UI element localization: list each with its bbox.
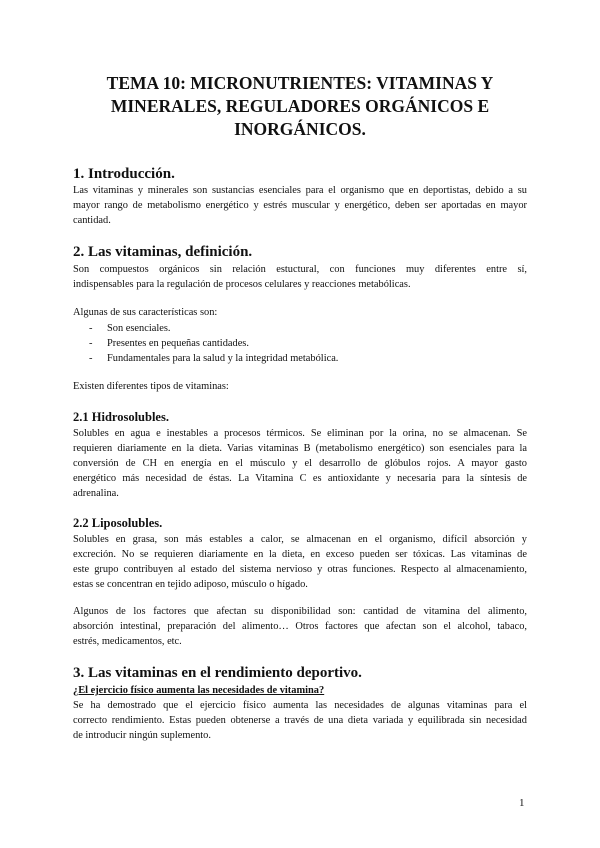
title-line: INORGÁNICOS. (234, 119, 366, 139)
list-item (73, 336, 338, 351)
paragraph-line: Algunos de los factores que afectan su disponibilidad son: cantidad de vitamina del alimento, (73, 606, 527, 617)
paragraph-line: Solubles en grasa, son más estables a calor, se almacenan en el organismo, difícil absorción y (73, 534, 527, 545)
paragraph-line: Solubles en agua e inestables a procesos térmicos. Se eliminan por la orina, no se almacenan. Se (73, 428, 527, 439)
paragraph-line: energético más necesidad de éstas. La Vitamina C es antioxidante y necesaria para la síntesis de (73, 473, 527, 484)
title-line: MINERALES, REGULADORES ORGÁNICOS E (110, 96, 490, 116)
factores-paragraph (73, 604, 527, 649)
paragraph-line: mayor rango de metabolismo energético y estrés muscular y energético, deben ser aportadas en mayor (73, 200, 527, 211)
paragraph-line: estrés, medicamentos, etc. (73, 636, 182, 647)
paragraph-line: de introducir ningún suplemento. (73, 730, 211, 741)
dash-bullet: - (89, 323, 93, 334)
tipos-intro: Existen diferentes tipos de vitaminas: (73, 381, 229, 392)
liposolubles-paragraph (73, 532, 527, 592)
list-item-text: Presentes en pequeñas cantidades. (107, 338, 249, 349)
list-item-text: Fundamentales para la salud y la integridad metabólica. (107, 353, 339, 364)
paragraph-line: cantidad. (73, 215, 111, 226)
subsection-heading-hidrosolubles: 2.1 Hidrosolubles. (73, 410, 169, 424)
list-item-text: Son esenciales. (107, 323, 171, 334)
rendimiento-paragraph (73, 698, 527, 743)
list-item (73, 351, 338, 366)
title-line: TEMA 10: MICRONUTRIENTES: VITAMINAS Y (106, 73, 494, 93)
caracteristicas-list (73, 321, 338, 366)
list-item (73, 321, 338, 336)
section-heading-vitaminas: 2. Las vitaminas, definición. (73, 244, 253, 260)
paragraph-line: este grupo contribuyen al estado del sistema nervioso y otras funciones. Respecto al almacenamiento, (73, 564, 527, 575)
paragraph-line: requieren diariamente en la dieta. Varias vitaminas B (metabolismo energético) son esenciales para la (73, 443, 527, 454)
section-heading-rendimiento: 3. Las vitaminas en el rendimiento deportivo. (73, 665, 362, 681)
paragraph-line: Las vitaminas y minerales son sustancias esenciales para el organismo que en deportistas, debido a su (73, 185, 527, 196)
paragraph-line: excreción. No se requieren diariamente en la dieta, en exceso pueden ser tóxicas. Las vitaminas de (73, 549, 527, 560)
paragraph-line: indispensables para la regulación de procesos celulares y reacciones metabólicas. (73, 279, 411, 290)
subsection-heading-liposolubles: 2.2 Liposolubles. (73, 516, 163, 530)
paragraph-line: absorción intestinal, preparación del alimento… Otros factores que afectan son el alcohol, tabaco, (73, 621, 527, 632)
paragraph-line: estas se concentran en tejido adiposo, músculo o hígado. (73, 579, 308, 590)
paragraph-line: correcto rendimiento. Estas pueden obtenerse a través de una dieta variada y equilibrada sin necesidad (73, 715, 527, 726)
intro-paragraph (73, 183, 527, 228)
page-number: 1 (519, 797, 525, 809)
paragraph-line: Se ha demostrado que el ejercicio físico aumenta las necesidades de algunas vitaminas para el (73, 700, 527, 711)
question-heading: ¿El ejercicio físico aumenta las necesidades de vitamina? (73, 685, 325, 696)
page-title (60, 72, 540, 141)
section-heading-introduccion: 1. Introducción. (73, 166, 175, 182)
vitaminas-definition (73, 262, 527, 292)
hidrosolubles-paragraph (73, 426, 527, 501)
paragraph-line: conversión de CH en energía en el músculo y el desarrollo de glóbulos rojos. A mayor gasto (73, 458, 527, 469)
paragraph-line: Son compuestos orgánicos sin relación estuctural, con funciones muy diferentes entre sí, (73, 264, 527, 275)
dash-bullet: - (89, 338, 93, 349)
caracteristicas-intro: Algunas de sus características son: (73, 307, 218, 318)
dash-bullet: - (89, 353, 93, 364)
paragraph-line: adrenalina. (73, 488, 119, 499)
